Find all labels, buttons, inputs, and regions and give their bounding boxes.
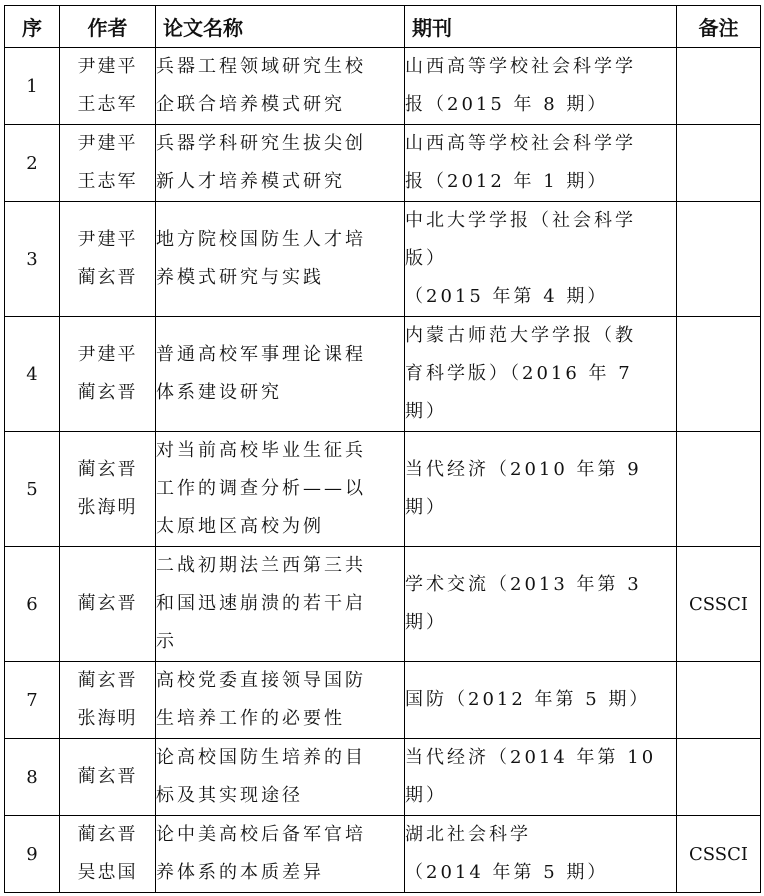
paper-title-line: 示 [156,631,177,652]
row-note [677,432,761,547]
row-journal [405,202,677,317]
row-journal [405,816,677,893]
header-title: 论文名称 [156,6,405,48]
header-journal: 期刊 [405,6,677,48]
row-authors [60,816,156,893]
row-authors [60,317,156,432]
paper-title-line: 养模式研究与实践 [156,267,324,288]
row-paper-title [156,547,405,662]
author-name: 尹建平 [77,133,138,154]
journal-line: 国防（2012 年第 5 期） [405,689,651,710]
paper-title-line: 标及其实现途径 [156,785,303,806]
author-name: 尹建平 [77,229,138,250]
table-body [5,48,761,893]
table-row [5,547,761,662]
paper-title-line: 对当前高校毕业生征兵 [156,440,366,461]
row-note [677,739,761,816]
journal-line: 学术交流（2013 年第 3 [405,574,642,595]
paper-title-line: 论高校国防生培养的目 [156,747,366,768]
table-row [5,432,761,547]
row-authors [60,739,156,816]
row-note [677,125,761,202]
table-row [5,317,761,432]
paper-title-line: 兵器工程领域研究生校 [156,56,366,77]
row-journal [405,125,677,202]
table-row [5,816,761,893]
journal-line: 期） [405,612,447,633]
author-name: 蔺玄晋 [77,459,138,480]
header-row [5,6,761,48]
journal-line: 报（2015 年 8 期） [405,94,609,115]
row-number: 1 [5,48,60,125]
header-note: 备注 [677,6,761,48]
author-name: 蔺玄晋 [77,670,138,691]
row-paper-title [156,432,405,547]
journal-line: 期） [405,497,447,518]
row-journal [405,48,677,125]
row-paper-title [156,125,405,202]
author-name: 张海明 [77,497,138,518]
paper-title-line: 工作的调查分析——以 [156,478,366,499]
paper-title-line: 兵器学科研究生拔尖创 [156,133,366,154]
row-number: 8 [5,739,60,816]
row-authors [60,125,156,202]
author-name: 吴忠国 [77,862,138,883]
journal-line: 期） [405,785,447,806]
table-row [5,125,761,202]
row-note [677,317,761,432]
row-number: 7 [5,662,60,739]
header-no: 序 [5,6,60,48]
table-row [5,739,761,816]
row-paper-title [156,816,405,893]
journal-line: 版） [405,248,447,269]
journal-line: 育科学版）（2016 年 7 [405,363,633,384]
author-name: 王志军 [77,171,138,192]
row-journal [405,739,677,816]
journal-line: 湖北社会科学 [405,824,531,845]
row-paper-title [156,202,405,317]
author-name: 尹建平 [77,56,138,77]
paper-title-line: 太原地区高校为例 [156,516,324,537]
author-name: 蔺玄晋 [77,382,138,403]
journal-line: （2014 年第 5 期） [405,862,609,883]
row-note [677,202,761,317]
table-header [5,6,761,48]
paper-title-line: 论中美高校后备军官培 [156,824,366,845]
paper-title-line: 体系建设研究 [156,382,282,403]
table-row [5,48,761,125]
journal-line: 山西高等学校社会科学学 [405,56,636,77]
row-paper-title [156,662,405,739]
paper-title-line: 高校党委直接领导国防 [156,670,366,691]
table-row [5,202,761,317]
paper-title-line: 二战初期法兰西第三共 [156,555,366,576]
row-note: CSSCI [677,816,761,893]
paper-title-line: 新人才培养模式研究 [156,171,345,192]
row-note: CSSCI [677,547,761,662]
author-name: 蔺玄晋 [77,766,138,787]
journal-line: 当代经济（2010 年第 9 [405,459,642,480]
paper-title-line: 企联合培养模式研究 [156,94,345,115]
author-name: 蔺玄晋 [77,824,138,845]
journal-line: 山西高等学校社会科学学 [405,133,636,154]
paper-title-line: 地方院校国防生人才培 [156,229,366,250]
paper-title-line: 普通高校军事理论课程 [156,344,366,365]
row-number: 2 [5,125,60,202]
row-note [677,662,761,739]
paper-title-line: 和国迅速崩溃的若干启 [156,593,366,614]
row-authors [60,202,156,317]
row-note [677,48,761,125]
paper-title-line: 养体系的本质差异 [156,862,324,883]
row-number: 3 [5,202,60,317]
row-journal [405,317,677,432]
row-number: 5 [5,432,60,547]
row-number: 9 [5,816,60,893]
row-authors [60,432,156,547]
row-authors [60,48,156,125]
journal-line: 中北大学学报（社会科学 [405,210,636,231]
paper-title-line: 生培养工作的必要性 [156,708,345,729]
journal-line: 当代经济（2014 年第 10 [405,747,657,768]
author-name: 尹建平 [77,344,138,365]
row-authors [60,662,156,739]
header-author: 作者 [60,6,156,48]
author-name: 王志军 [77,94,138,115]
row-number: 6 [5,547,60,662]
journal-line: 期） [405,401,447,422]
row-journal [405,432,677,547]
journal-line: （2015 年第 4 期） [405,286,609,307]
journal-line: 报（2012 年 1 期） [405,171,609,192]
author-name: 张海明 [77,708,138,729]
journal-line: 内蒙古师范大学学报（教 [405,325,636,346]
row-paper-title [156,739,405,816]
row-paper-title [156,48,405,125]
row-number: 4 [5,317,60,432]
row-paper-title [156,317,405,432]
row-journal [405,547,677,662]
author-name: 蔺玄晋 [77,593,138,614]
table-row [5,662,761,739]
author-name: 蔺玄晋 [77,267,138,288]
row-authors [60,547,156,662]
row-journal [405,662,677,739]
papers-table [4,5,761,893]
